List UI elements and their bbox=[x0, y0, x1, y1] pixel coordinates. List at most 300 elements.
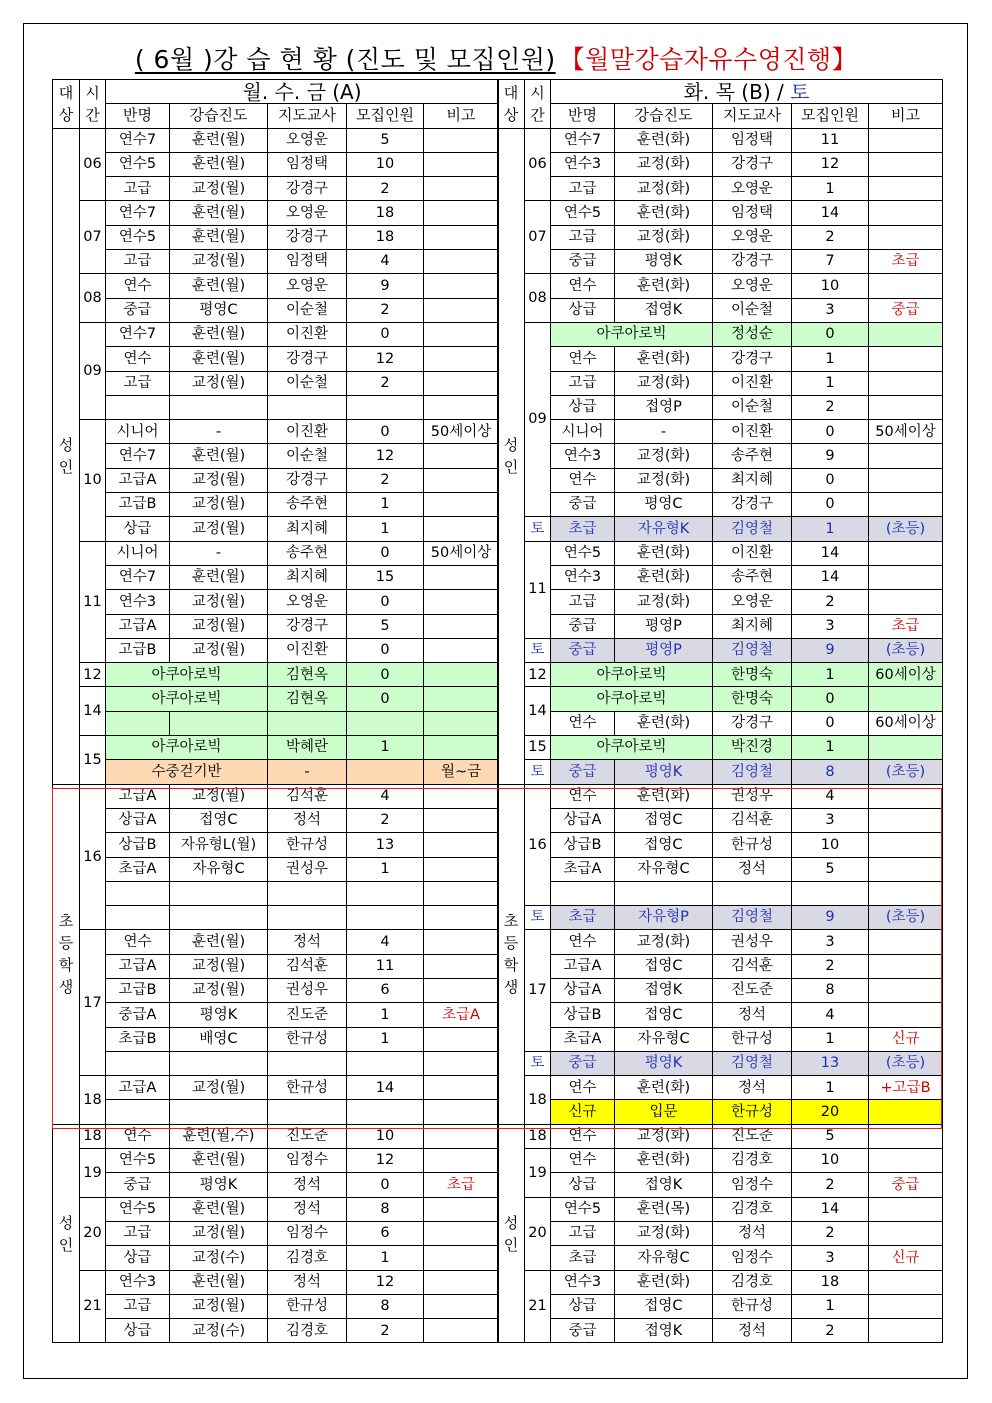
class-name-cell: 초급A bbox=[551, 1027, 615, 1051]
table-row bbox=[498, 225, 943, 249]
note-cell bbox=[424, 1027, 499, 1051]
note-cell: 초급 bbox=[424, 1173, 499, 1197]
teacher-cell: 김경호 bbox=[713, 1197, 792, 1221]
note-cell: 월~금 bbox=[424, 760, 499, 784]
count-cell bbox=[347, 395, 424, 419]
count-cell: 2 bbox=[792, 225, 869, 249]
progress-cell: 교정(월) bbox=[170, 1294, 268, 1318]
class-name-cell: 고급 bbox=[106, 1294, 170, 1318]
count-cell: 14 bbox=[792, 201, 869, 225]
table-row bbox=[53, 152, 499, 176]
progress-cell: 교정(수) bbox=[170, 1246, 268, 1270]
count-cell: 2 bbox=[792, 395, 869, 419]
class-name-cell: 연수5 bbox=[106, 1149, 170, 1173]
count-cell: 12 bbox=[347, 1149, 424, 1173]
note-cell bbox=[424, 250, 499, 274]
teacher-cell: 임정수 bbox=[268, 1149, 347, 1173]
note-cell bbox=[424, 1221, 499, 1245]
note-cell bbox=[424, 590, 499, 614]
count-cell: 0 bbox=[347, 420, 424, 444]
table-row bbox=[53, 541, 499, 565]
class-name-cell: 상급 bbox=[551, 1173, 615, 1197]
count-cell: 12 bbox=[347, 1270, 424, 1294]
class-name-cell: 고급 bbox=[106, 371, 170, 395]
table-row bbox=[498, 1246, 943, 1270]
teacher-cell: 김석훈 bbox=[268, 954, 347, 978]
progress-cell: 접영C bbox=[170, 808, 268, 832]
progress-cell bbox=[615, 881, 713, 905]
count-cell: 14 bbox=[347, 1076, 424, 1100]
progress-cell: 훈련(화) bbox=[615, 347, 713, 371]
class-name-cell: 연수5 bbox=[106, 1197, 170, 1221]
teacher-cell: 김현옥 bbox=[268, 663, 347, 687]
teacher-cell: 한규성 bbox=[713, 1027, 792, 1051]
count-cell: 7 bbox=[792, 250, 869, 274]
count-cell: 2 bbox=[347, 468, 424, 492]
class-name-cell: 연수 bbox=[551, 347, 615, 371]
table-row bbox=[53, 881, 499, 905]
col-header-note: 비고 bbox=[869, 104, 943, 128]
teacher-cell: 권성우 bbox=[713, 930, 792, 954]
note-cell bbox=[869, 930, 943, 954]
note-cell bbox=[424, 954, 499, 978]
teacher-cell bbox=[268, 1051, 347, 1075]
teacher-cell: 최지혜 bbox=[268, 517, 347, 541]
time-slot-cell: 토 bbox=[525, 906, 551, 930]
target-group-cell: 성 인 bbox=[498, 128, 525, 784]
count-cell: 2 bbox=[347, 371, 424, 395]
count-cell: 4 bbox=[792, 1003, 869, 1027]
teacher-cell: 이진환 bbox=[268, 322, 347, 346]
progress-cell: 교정(화) bbox=[615, 225, 713, 249]
time-slot-cell: 토 bbox=[525, 1051, 551, 1075]
table-row bbox=[498, 711, 943, 735]
progress-cell: 자유형C bbox=[615, 857, 713, 881]
table-row bbox=[498, 468, 943, 492]
table-row bbox=[498, 541, 943, 565]
table-row bbox=[498, 1270, 943, 1294]
count-cell: 20 bbox=[792, 1100, 869, 1124]
teacher-cell: - bbox=[268, 760, 347, 784]
table-row bbox=[498, 565, 943, 589]
teacher-cell bbox=[268, 906, 347, 930]
count-cell: 8 bbox=[347, 1197, 424, 1221]
table-row bbox=[498, 1319, 943, 1343]
time-slot-cell: 14 bbox=[80, 687, 106, 736]
time-slot-cell: 18 bbox=[525, 1076, 551, 1125]
teacher-cell: 한규성 bbox=[268, 833, 347, 857]
class-name-cell: 고급 bbox=[106, 250, 170, 274]
count-cell: 14 bbox=[792, 565, 869, 589]
progress-cell: 교정(월) bbox=[170, 250, 268, 274]
class-name-cell: 고급 bbox=[106, 177, 170, 201]
progress-cell: 평영C bbox=[170, 298, 268, 322]
note-cell bbox=[869, 468, 943, 492]
time-slot-cell: 12 bbox=[80, 663, 106, 687]
note-cell bbox=[869, 736, 943, 760]
count-cell: 1 bbox=[792, 663, 869, 687]
count-cell: 18 bbox=[792, 1270, 869, 1294]
class-name-cell: 아쿠아로빅 bbox=[551, 322, 713, 346]
table-row bbox=[498, 906, 943, 930]
class-name-cell: 연수 bbox=[551, 1076, 615, 1100]
note-cell bbox=[424, 517, 499, 541]
time-slot-cell: 14 bbox=[525, 687, 551, 736]
note-cell bbox=[869, 590, 943, 614]
progress-cell: 배영C bbox=[170, 1027, 268, 1051]
class-name-cell: 초급 bbox=[551, 906, 615, 930]
note-cell: 60세이상 bbox=[869, 663, 943, 687]
table-row bbox=[53, 1246, 499, 1270]
progress-cell: 평영K bbox=[615, 760, 713, 784]
count-cell bbox=[347, 1100, 424, 1124]
count-cell: 10 bbox=[792, 833, 869, 857]
teacher-cell: 강경구 bbox=[268, 225, 347, 249]
count-cell: 12 bbox=[792, 152, 869, 176]
progress-cell: 교정(월) bbox=[170, 468, 268, 492]
col-header-teacher: 지도교사 bbox=[713, 104, 792, 128]
class-name-cell: 연수 bbox=[551, 468, 615, 492]
table-row bbox=[498, 857, 943, 881]
progress-cell: 평영P bbox=[615, 638, 713, 662]
table-row bbox=[53, 1319, 499, 1343]
note-cell: 60세이상 bbox=[869, 711, 943, 735]
teacher-cell: 권성우 bbox=[713, 784, 792, 808]
note-cell bbox=[869, 1124, 943, 1148]
progress-cell: 자유형L(월) bbox=[170, 833, 268, 857]
count-cell: 0 bbox=[792, 493, 869, 517]
teacher-cell: 오영운 bbox=[268, 274, 347, 298]
count-cell: 2 bbox=[347, 298, 424, 322]
teacher-cell: 정성순 bbox=[713, 322, 792, 346]
note-cell bbox=[424, 1197, 499, 1221]
class-name-cell: 아쿠아로빅 bbox=[551, 736, 713, 760]
title-note: 【월말강습자유수영진행】 bbox=[559, 45, 858, 74]
progress-cell: 접영C bbox=[615, 954, 713, 978]
class-name-cell: 연수3 bbox=[106, 590, 170, 614]
note-cell bbox=[869, 1221, 943, 1245]
table-row bbox=[498, 493, 943, 517]
time-slot-cell: 11 bbox=[80, 541, 106, 662]
note-cell bbox=[869, 978, 943, 1002]
header-time: 시간 bbox=[525, 80, 551, 129]
teacher-cell: 정석 bbox=[713, 1221, 792, 1245]
teacher-cell: 박진경 bbox=[713, 736, 792, 760]
progress-cell: - bbox=[615, 420, 713, 444]
note-cell: 신규 bbox=[869, 1246, 943, 1270]
class-name-cell: 수중걷기반 bbox=[106, 760, 268, 784]
progress-cell: 접영C bbox=[615, 833, 713, 857]
count-cell: 1 bbox=[792, 347, 869, 371]
progress-cell: 교정(월) bbox=[170, 614, 268, 638]
time-slot-cell: 18 bbox=[80, 1124, 106, 1148]
count-cell: 2 bbox=[792, 1173, 869, 1197]
teacher-cell: 정석 bbox=[713, 1319, 792, 1343]
class-name-cell: 고급A bbox=[106, 954, 170, 978]
header-time: 시간 bbox=[80, 80, 106, 129]
count-cell: 11 bbox=[347, 954, 424, 978]
teacher-cell: 강경구 bbox=[713, 347, 792, 371]
teacher-cell: 임정택 bbox=[713, 201, 792, 225]
class-name-cell: 연수3 bbox=[551, 444, 615, 468]
note-cell bbox=[424, 298, 499, 322]
teacher-cell: 김영철 bbox=[713, 638, 792, 662]
note-cell bbox=[869, 225, 943, 249]
progress-cell: 훈련(화) bbox=[615, 128, 713, 152]
col-header-progress: 강습진도 bbox=[615, 104, 713, 128]
class-name-cell: 아쿠아로빅 bbox=[106, 663, 268, 687]
teacher-cell: 정석 bbox=[713, 1076, 792, 1100]
table-row bbox=[498, 638, 943, 662]
col-header-count: 모집인원 bbox=[347, 104, 424, 128]
note-cell bbox=[869, 541, 943, 565]
note-cell bbox=[424, 1124, 499, 1148]
table-row bbox=[53, 760, 499, 784]
count-cell: 5 bbox=[792, 857, 869, 881]
table-row bbox=[53, 371, 499, 395]
count-cell: 1 bbox=[792, 517, 869, 541]
progress-cell: 교정(월) bbox=[170, 371, 268, 395]
teacher-cell: 진도준 bbox=[713, 978, 792, 1002]
note-cell bbox=[424, 638, 499, 662]
teacher-cell: 김석훈 bbox=[713, 808, 792, 832]
count-cell: 3 bbox=[792, 1246, 869, 1270]
note-cell bbox=[424, 444, 499, 468]
table-row bbox=[498, 517, 943, 541]
count-cell: 13 bbox=[347, 833, 424, 857]
table-row bbox=[53, 614, 499, 638]
class-name-cell: 연수7 bbox=[106, 128, 170, 152]
count-cell: 2 bbox=[792, 1319, 869, 1343]
time-slot-cell: 15 bbox=[80, 736, 106, 785]
progress-cell bbox=[170, 1100, 268, 1124]
class-name-cell: 연수3 bbox=[106, 1270, 170, 1294]
table-row bbox=[498, 1100, 943, 1124]
class-name-cell: 연수5 bbox=[551, 1197, 615, 1221]
class-name-cell: 연수7 bbox=[106, 444, 170, 468]
class-name-cell bbox=[106, 711, 170, 735]
class-name-cell: 연수7 bbox=[106, 201, 170, 225]
class-name-cell: 연수7 bbox=[551, 128, 615, 152]
class-name-cell: 시니어 bbox=[551, 420, 615, 444]
progress-cell: 접영K bbox=[615, 1319, 713, 1343]
teacher-cell: 한규성 bbox=[713, 1294, 792, 1318]
class-name-cell: 상급 bbox=[551, 1294, 615, 1318]
teacher-cell: 오영운 bbox=[268, 201, 347, 225]
teacher-cell: 정석 bbox=[268, 1270, 347, 1294]
note-cell bbox=[424, 1076, 499, 1100]
table-row bbox=[498, 1124, 943, 1148]
note-cell: 50세이상 bbox=[869, 420, 943, 444]
note-cell bbox=[424, 395, 499, 419]
teacher-cell: 최지혜 bbox=[713, 614, 792, 638]
note-cell bbox=[869, 881, 943, 905]
table-row bbox=[498, 1149, 943, 1173]
teacher-cell: 최지혜 bbox=[713, 468, 792, 492]
class-name-cell: 중급A bbox=[106, 1003, 170, 1027]
note-cell bbox=[424, 274, 499, 298]
class-name-cell: 상급A bbox=[106, 808, 170, 832]
teacher-cell bbox=[713, 881, 792, 905]
progress-cell: - bbox=[170, 420, 268, 444]
teacher-cell: 강경구 bbox=[713, 493, 792, 517]
teacher-cell: 오영운 bbox=[268, 128, 347, 152]
class-name-cell: 상급 bbox=[106, 517, 170, 541]
progress-cell: 접영C bbox=[615, 808, 713, 832]
count-cell: 8 bbox=[792, 978, 869, 1002]
teacher-cell: 김석훈 bbox=[713, 954, 792, 978]
teacher-cell: 정석 bbox=[268, 808, 347, 832]
table-row bbox=[498, 201, 943, 225]
count-cell: 10 bbox=[347, 152, 424, 176]
count-cell: 13 bbox=[792, 1051, 869, 1075]
class-name-cell: 상급 bbox=[551, 298, 615, 322]
note-cell bbox=[424, 1294, 499, 1318]
teacher-cell: 권성우 bbox=[268, 978, 347, 1002]
table-row bbox=[498, 128, 943, 152]
note-cell: (초등) bbox=[869, 638, 943, 662]
count-cell: 0 bbox=[792, 687, 869, 711]
count-cell: 5 bbox=[792, 1124, 869, 1148]
count-cell: 1 bbox=[792, 371, 869, 395]
class-name-cell: 연수7 bbox=[106, 322, 170, 346]
class-name-cell: 상급A bbox=[551, 978, 615, 1002]
teacher-cell: 김영철 bbox=[713, 760, 792, 784]
table-row bbox=[53, 1270, 499, 1294]
progress-cell: 훈련(월) bbox=[170, 1270, 268, 1294]
note-cell bbox=[424, 808, 499, 832]
count-cell: 3 bbox=[792, 298, 869, 322]
note-cell bbox=[424, 493, 499, 517]
class-name-cell: 연수 bbox=[551, 1149, 615, 1173]
time-slot-cell: 11 bbox=[525, 541, 551, 638]
progress-cell bbox=[170, 395, 268, 419]
class-name-cell: 상급 bbox=[106, 1319, 170, 1343]
teacher-cell: 정석 bbox=[268, 1173, 347, 1197]
count-cell: 3 bbox=[792, 808, 869, 832]
class-name-cell: 연수 bbox=[106, 274, 170, 298]
time-slot-cell: 06 bbox=[525, 128, 551, 201]
count-cell: 4 bbox=[347, 784, 424, 808]
teacher-cell: 한규성 bbox=[713, 833, 792, 857]
note-cell bbox=[869, 1003, 943, 1027]
count-cell: 2 bbox=[792, 590, 869, 614]
note-cell bbox=[424, 468, 499, 492]
progress-cell: 훈련(화) bbox=[615, 784, 713, 808]
count-cell: 14 bbox=[792, 1197, 869, 1221]
class-name-cell: 연수3 bbox=[551, 1270, 615, 1294]
count-cell bbox=[347, 906, 424, 930]
teacher-cell: 오영운 bbox=[713, 274, 792, 298]
progress-cell: 교정(월) bbox=[170, 493, 268, 517]
count-cell: 1 bbox=[347, 1027, 424, 1051]
count-cell: 1 bbox=[792, 177, 869, 201]
class-name-cell: 연수5 bbox=[106, 152, 170, 176]
class-name-cell: 연수 bbox=[551, 1124, 615, 1148]
progress-cell bbox=[170, 906, 268, 930]
note-cell bbox=[424, 322, 499, 346]
count-cell bbox=[347, 711, 424, 735]
table-row bbox=[53, 1003, 499, 1027]
table-row bbox=[498, 1003, 943, 1027]
progress-cell: 평영C bbox=[615, 493, 713, 517]
note-cell bbox=[424, 857, 499, 881]
note-cell bbox=[869, 565, 943, 589]
table-row bbox=[53, 298, 499, 322]
table-row bbox=[498, 784, 943, 808]
count-cell: 0 bbox=[347, 541, 424, 565]
class-name-cell: 중급 bbox=[106, 298, 170, 322]
count-cell: 4 bbox=[347, 250, 424, 274]
group-header-mwf: 월. 수. 금 (A) bbox=[106, 80, 499, 104]
note-cell: 초급A bbox=[424, 1003, 499, 1027]
table-row bbox=[498, 1294, 943, 1318]
teacher-cell: 김현옥 bbox=[268, 687, 347, 711]
teacher-cell: 강경구 bbox=[713, 152, 792, 176]
note-cell bbox=[424, 930, 499, 954]
count-cell: 9 bbox=[792, 906, 869, 930]
note-cell bbox=[869, 177, 943, 201]
note-cell bbox=[424, 687, 499, 711]
time-slot-cell: 08 bbox=[80, 274, 106, 323]
progress-cell: 교정(화) bbox=[615, 177, 713, 201]
note-cell: 50세이상 bbox=[424, 420, 499, 444]
class-name-cell: 중급 bbox=[551, 760, 615, 784]
table-row bbox=[53, 833, 499, 857]
table-row bbox=[498, 1221, 943, 1245]
note-cell bbox=[424, 371, 499, 395]
teacher-cell: 임정택 bbox=[713, 128, 792, 152]
col-header-class: 반명 bbox=[551, 104, 615, 128]
time-slot-cell: 토 bbox=[525, 638, 551, 662]
table-row bbox=[53, 1100, 499, 1124]
table-row bbox=[498, 347, 943, 371]
class-name-cell: 고급 bbox=[551, 225, 615, 249]
count-cell: 11 bbox=[792, 128, 869, 152]
count-cell: 5 bbox=[347, 128, 424, 152]
teacher-cell: 정석 bbox=[268, 930, 347, 954]
class-name-cell: 상급B bbox=[106, 833, 170, 857]
count-cell: 1 bbox=[347, 1003, 424, 1027]
teacher-cell: 진도준 bbox=[268, 1124, 347, 1148]
table-row bbox=[53, 978, 499, 1002]
teacher-cell: 한규성 bbox=[268, 1076, 347, 1100]
progress-cell: 교정(화) bbox=[615, 1124, 713, 1148]
time-slot-cell: 12 bbox=[525, 663, 551, 687]
note-cell bbox=[869, 687, 943, 711]
table-row bbox=[53, 468, 499, 492]
class-name-cell: 아쿠아로빅 bbox=[551, 663, 713, 687]
class-name-cell: 초급 bbox=[551, 1246, 615, 1270]
teacher-cell: 이순철 bbox=[713, 298, 792, 322]
note-cell bbox=[869, 1149, 943, 1173]
progress-cell: 교정(월) bbox=[170, 177, 268, 201]
col-header-progress: 강습진도 bbox=[170, 104, 268, 128]
count-cell: 1 bbox=[347, 736, 424, 760]
count-cell: 4 bbox=[792, 784, 869, 808]
progress-cell: 훈련(월) bbox=[170, 322, 268, 346]
table-row bbox=[53, 663, 499, 687]
note-cell bbox=[424, 1270, 499, 1294]
progress-cell: 평영K bbox=[170, 1173, 268, 1197]
table-row bbox=[53, 201, 499, 225]
progress-cell: 훈련(화) bbox=[615, 201, 713, 225]
count-cell: 0 bbox=[347, 1173, 424, 1197]
class-name-cell bbox=[106, 1100, 170, 1124]
teacher-cell: 강경구 bbox=[268, 177, 347, 201]
class-name-cell: 연수 bbox=[106, 1124, 170, 1148]
count-cell: 0 bbox=[347, 322, 424, 346]
